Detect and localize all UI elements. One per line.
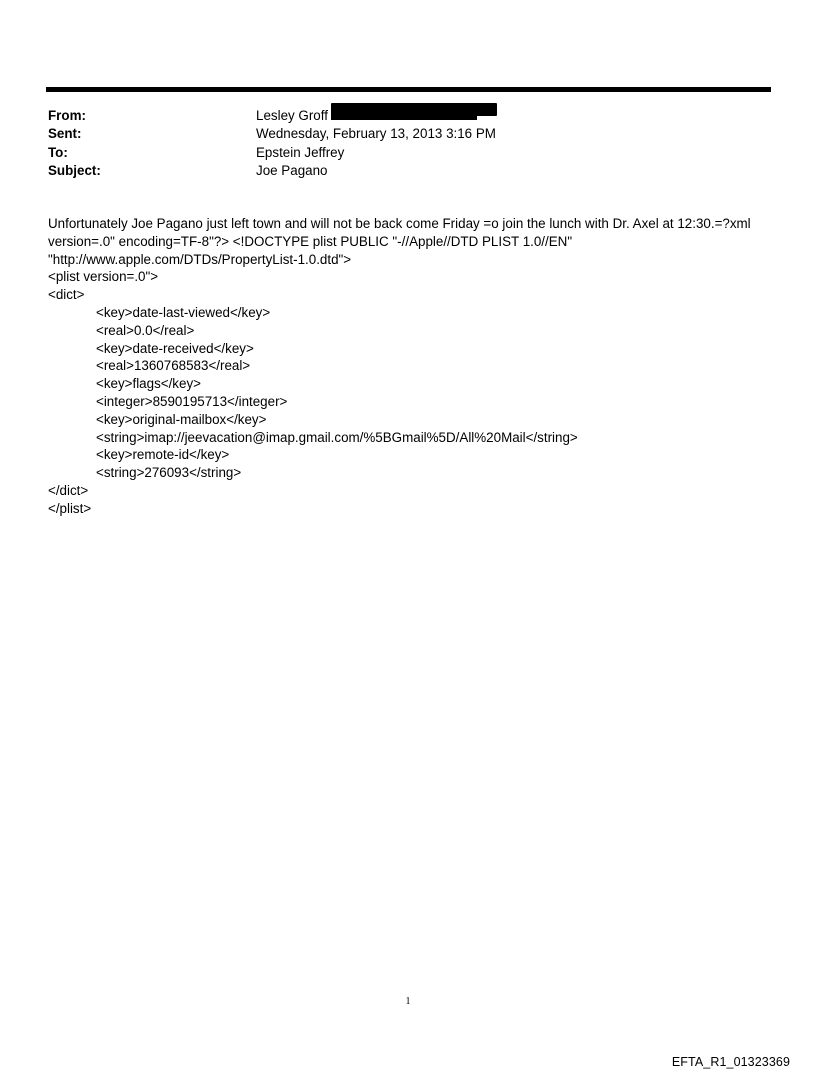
body-line: </plist> (48, 500, 92, 516)
sent-label: Sent: (48, 126, 82, 142)
sender-name: Lesley Groff (256, 108, 328, 123)
body-line: version=.0" encoding=TF-8"?> <!DOCTYPE plist PUBLIC "-//Apple//DTD PLIST 1.0//EN" (48, 233, 573, 249)
page-number: 1 (405, 996, 411, 1007)
body-line: <string>276093</string> (96, 465, 242, 481)
body-line: <integer>8590195713</integer> (96, 393, 288, 409)
body-line: <key>remote-id</key> (96, 447, 230, 463)
body-line: Unfortunately Joe Pagano just left town and will not be back come Friday =o join the lunch with Dr. Axel at 12:30.=?xml (48, 216, 751, 231)
body-line: <real>0.0</real> (96, 322, 195, 338)
subject-label: Subject: (48, 162, 101, 178)
body-line: <key>date-last-viewed</key> (96, 304, 271, 320)
body-line: <key>original-mailbox</key> (96, 411, 267, 427)
body-line: </dict> (48, 482, 89, 498)
email-body (48, 215, 773, 518)
sent-value: Wednesday, February 13, 2013 3:16 PM (256, 126, 496, 142)
body-line: <plist version=.0"> (48, 269, 159, 285)
body-line: <dict> (48, 287, 85, 303)
from-value (256, 107, 497, 125)
body-line: <real>1360768583</real> (96, 358, 251, 374)
from-row (48, 107, 768, 125)
header-divider (46, 87, 771, 92)
document-id: EFTA_R1_01323369 (671, 1055, 790, 1069)
subject-row (48, 162, 768, 180)
redaction-box (331, 103, 497, 116)
email-header (48, 107, 768, 180)
from-label: From: (48, 108, 86, 123)
body-line: <key>date-received</key> (96, 340, 254, 356)
body-line: <key>flags</key> (96, 376, 201, 392)
to-value: Epstein Jeffrey (256, 144, 345, 160)
to-row (48, 144, 768, 162)
body-line: <string>imap://jeevacation@imap.gmail.com/%5BGmail%5D/All%20Mail</string> (96, 429, 578, 445)
sent-row (48, 125, 768, 143)
to-label: To: (48, 144, 68, 160)
subject-value: Joe Pagano (256, 162, 328, 178)
body-line: "http://www.apple.com/DTDs/PropertyList-1.0.dtd"> (48, 251, 352, 267)
